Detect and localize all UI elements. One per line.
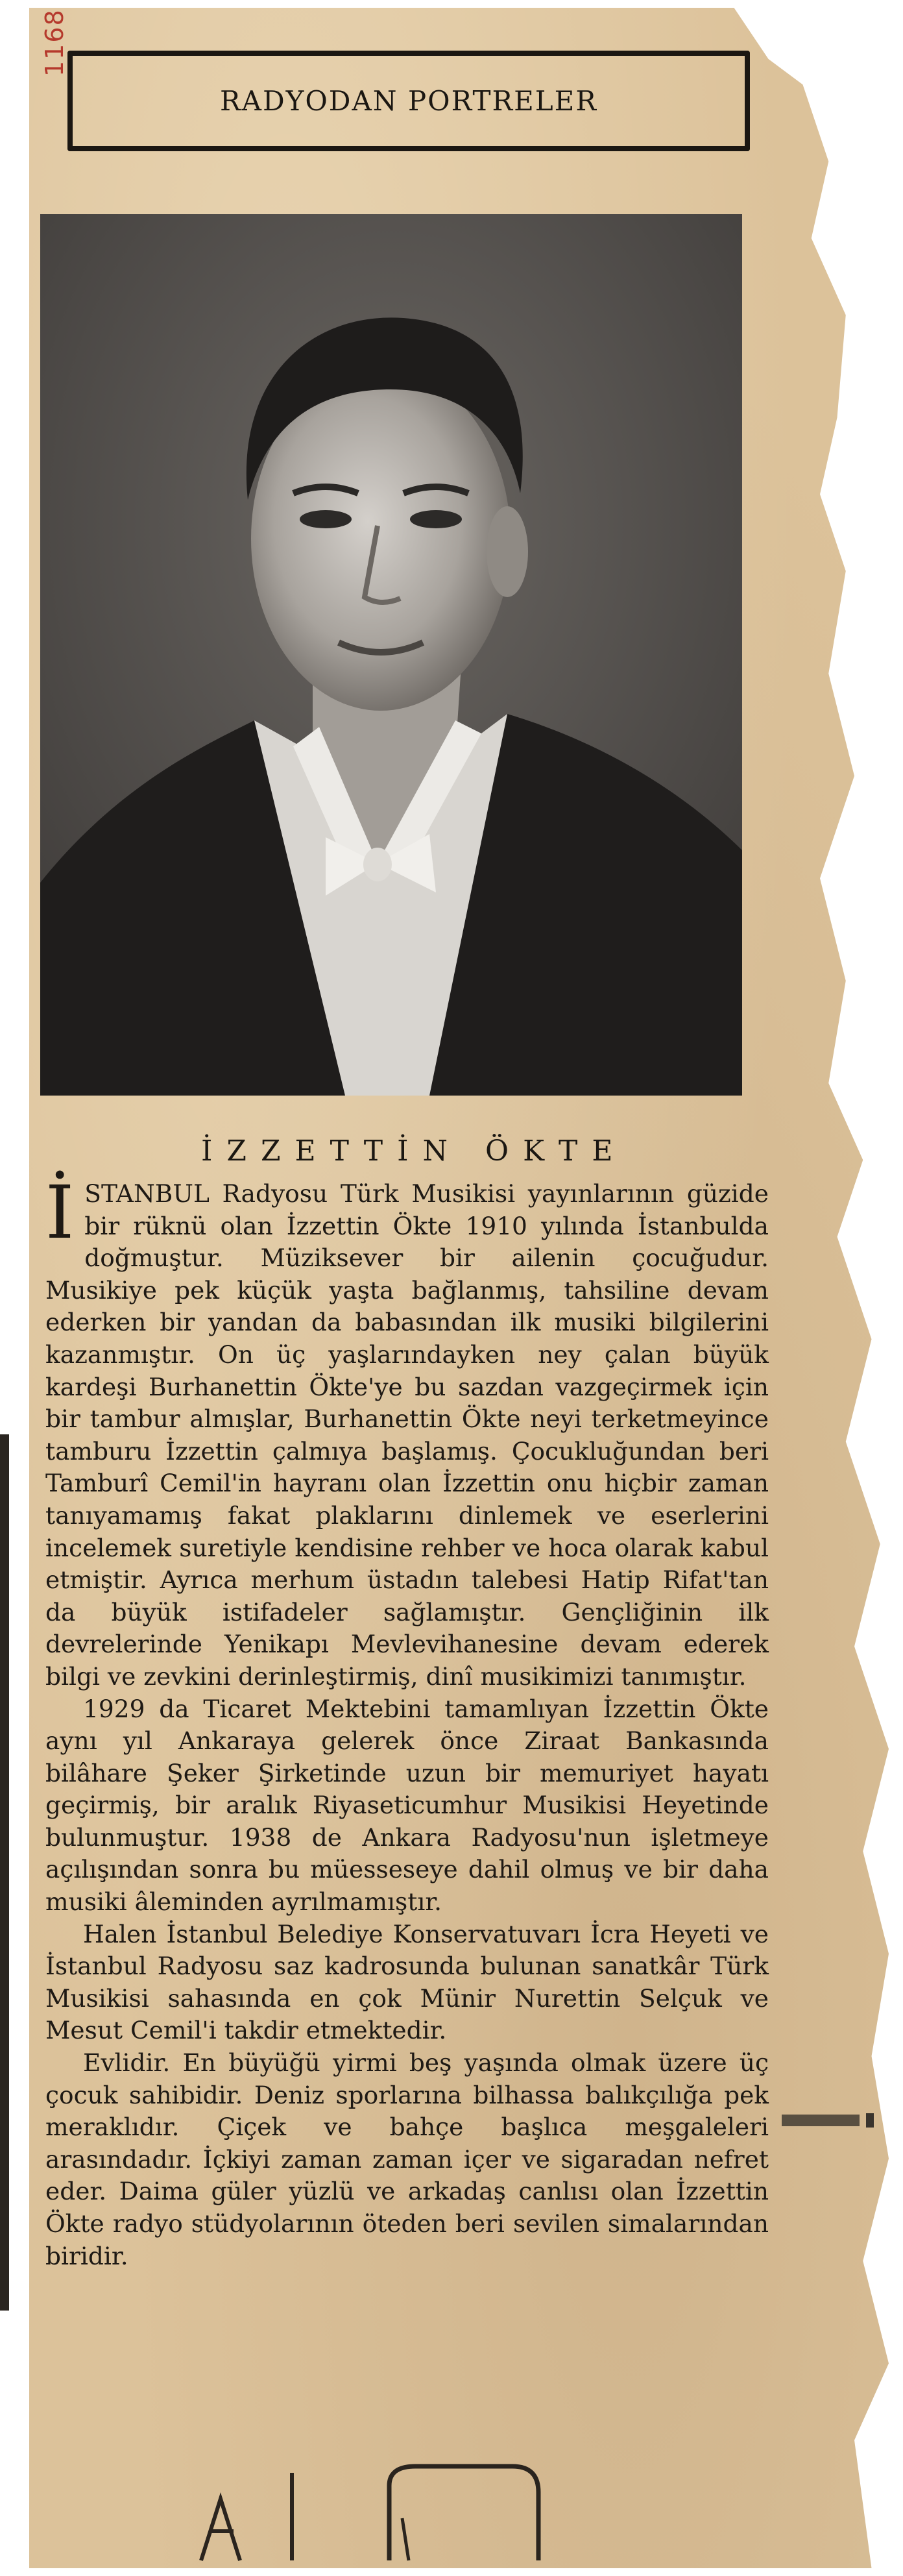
portrait-image (40, 214, 742, 1096)
paragraph-text: STANBUL Radyosu Türk Musikisi yayınlarının güzide bir rüknü olan İzzettin Ökte 1910 yılında İstanbulda doğmuştur. Müziksever bir ailenin çocuğudur. Musikiye pek küçük yaşta bağlanmış, tahsiline devam ederken bir yandan da babasından ilk musiki bilgilerini kazanmıştır. On üç yaşlarındayken ney çalan büyük kardeşi Burhanettin Ökte'ye bu sazdan vazgeçirmek için bir tambur almışlar, Burhanettin Ökte neyi terketmeyince tamburu İzzettin çalmıya başlamış. Çocukluğundan beri Tamburî Cemil'in hayranı olan İzzettin onu hiçbir zaman tanıyamamış fakat plaklarını dinlemek ve eserlerini incelemek suretiyle kendisine rehber ve hoca olarak kabul etmiştir. Ayrıca merhum üstadın talebesi Hatip Rifat'tan da büyük istifadeler sağlamıştır. Gençliğinin ilk devrelerinde Yenikapı Mevlevihanesine devam ederek bilgi ve zevkini derinleştirmiş, dinî musikimizi tanımıştır. (45, 1179, 769, 1691)
drop-cap: İ (45, 1171, 75, 1255)
portrait-photo (40, 214, 742, 1096)
section-banner (73, 51, 745, 151)
article-paragraph: Halen İstanbul Belediye Konservatuvarı İcra Heyeti ve İstanbul Radyosu saz kadrosunda bulunan sanatkâr Türk Musikisi sahasında en çok Münir Nurettin Selçuk ve Mesut Cemil'i takdir etmektedir. (45, 1919, 769, 2045)
article-headline: İZZETTİN ÖKTE (201, 1135, 627, 1168)
scan-edge-shadow (0, 1434, 9, 2311)
banner-title: RADYODAN PORTRELER (220, 85, 597, 117)
article-paragraph (45, 1171, 769, 1693)
article-body (45, 1171, 769, 2272)
handwritten-note: 1168 (40, 8, 69, 77)
handwritten-scrawl (175, 2447, 564, 2564)
ink-smudge (782, 2111, 898, 2130)
article-paragraph: Evlidir. En büyüğü yirmi beş yaşında olmak üzere üç çocuk sahibidir. Deniz sporlarına bilhassa balıkçılığa pek meraklıdır. Çiçek ve bahçe başlıca meşgaleleri arasındadır. İçkiyi zaman zaman içer ve sigaradan nefret eder. Daima güler yüzlü ve arkadaş canlısı olan İzzettin Ökte radyo stüdyolarının öteden beri sevilen simalarından biridir. (45, 2048, 769, 2270)
article-paragraph: 1929 da Ticaret Mektebini tamamlıyan İzzettin Ökte aynı yıl Ankaraya gelerek önce Ziraat Bankasında bilâhare Şeker Şirketinde uzun bir memuriyet hayatı geçirmiş, bir aralık Riyaseticumhur Musikisi Heyetinde bulunmuştur. 1938 de Ankara Radyosu'nun işletmeye açılışından sonra bu müesseseye dahil olmuş ve bir daha musiki âleminden ayrılmamıştır. (45, 1694, 769, 1917)
